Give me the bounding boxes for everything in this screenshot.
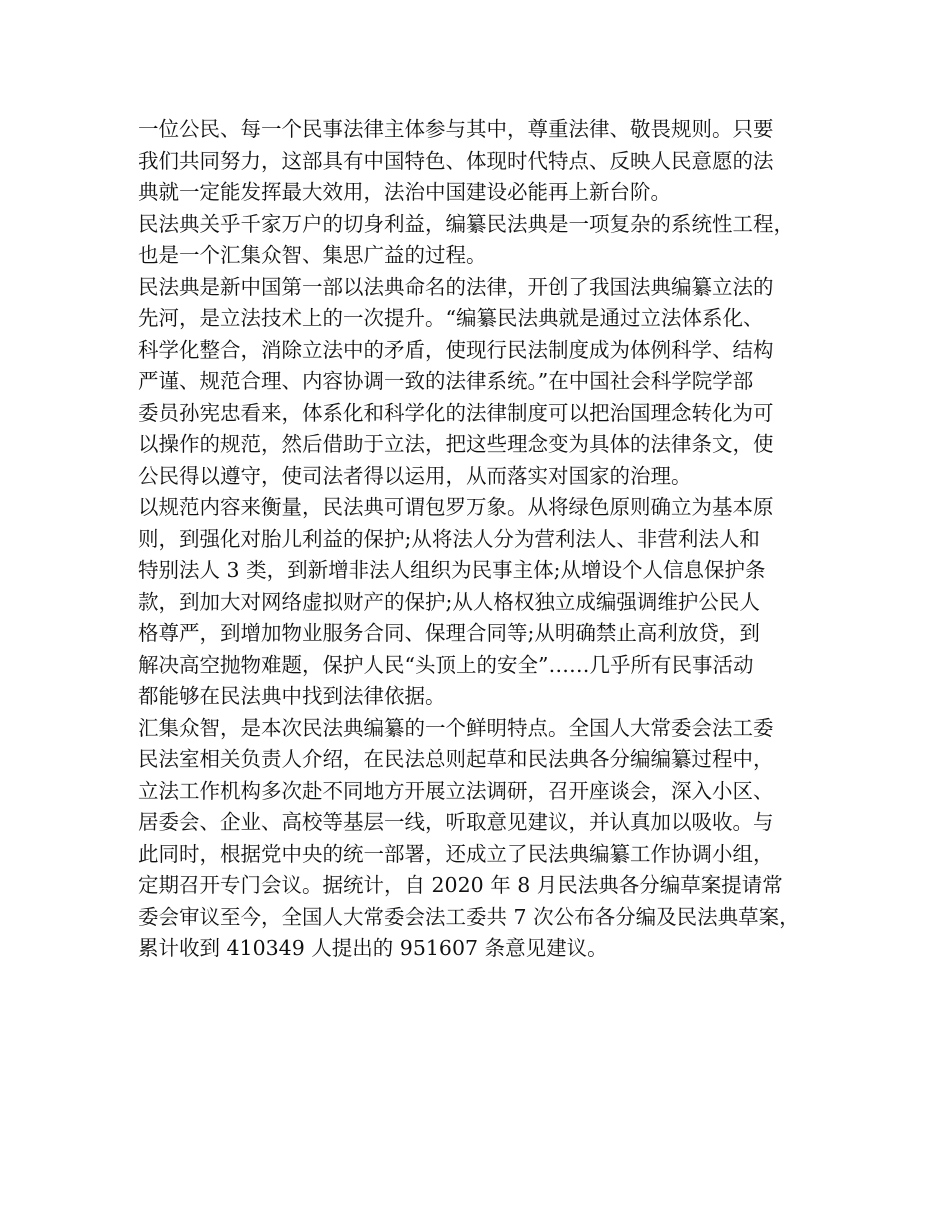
text-line: 民法室相关负责人介绍，在民法总则起草和民法典各分编编纂过程中， [138,747,774,771]
text-line: 委会审议至今，全国人大常委会法工委共 7 次公布各分编及民法典草案， [138,904,800,929]
text-line: 先河，是立法技术上的一次提升。“编纂民法典就是通过立法体系化、 [138,306,764,330]
paragraph-first-code [138,272,828,493]
text-line: 以操作的规范，然后借助于立法，把这些理念变为具体的法律条文，使 [138,432,774,456]
text-line: 都能够在民法典中找到法律依据。 [138,684,446,708]
text-line: 汇集众智，是本次民法典编纂的一个鲜明特点。全国人大常委会法工委 [138,715,774,740]
text-line: 格尊严，到增加物业服务合同、保理合同等;从明确禁止高利放贷，到 [138,621,760,645]
text-line: 立法工作机构多次赴不同地方开展立法调研，召开座谈会，深入小区、 [138,778,774,803]
text-line: 款，到加大对网络虚拟财产的保护;从人格权独立成编强调维护公民人 [138,589,760,614]
paragraph-content-scope [138,492,828,713]
document-body [138,114,828,965]
paragraph-public-participation [138,114,828,209]
text-line: 定期召开专门会议。据统计，自 2020 年 8 月民法典各分编草案提请常 [138,873,783,897]
text-line: 公民得以遵守，使司法者得以运用，从而落实对国家的治理。 [138,463,692,488]
text-line: 累计收到 410349 人提出的 951607 条意见建议。 [138,936,608,960]
text-line: 此同时，根据党中央的统一部署，还成立了民法典编纂工作协调小组， [138,841,774,866]
text-line: 则，到强化对胎儿利益的保护;从将法人分为营利法人、非营利法人和 [138,526,760,551]
text-line: 民法典是新中国第一部以法典命名的法律，开创了我国法典编纂立法的 [138,274,774,299]
text-line: 解决高空抛物难题，保护人民“头顶上的安全”……几乎所有民事活动 [138,652,754,677]
text-line: 科学化整合，消除立法中的矛盾，使现行民法制度成为体例科学、结构 [138,337,774,362]
text-line: 居委会、企业、高校等基层一线，听取意见建议，并认真加以吸收。与 [138,810,774,834]
text-line: 我们共同努力，这部具有中国特色、体现时代特点、反映人民意愿的法 [138,148,774,173]
text-line: 一位公民、每一个民事法律主体参与其中，尊重法律、敬畏规则。只要 [138,117,774,141]
paragraph-collective-wisdom [138,713,828,965]
text-line: 委员孙宪忠看来，体系化和科学化的法律制度可以把治国理念转化为可 [138,400,774,425]
text-line: 民法典关乎千家万户的切身利益，编纂民法典是一项复杂的系统性工程， [138,211,794,236]
text-line: 也是一个汇集众智、集思广益的过程。 [138,243,487,267]
text-line: 典就一定能发挥最大效用，法治中国建设必能再上新台阶。 [138,180,671,204]
text-line: 以规范内容来衡量，民法典可谓包罗万象。从将绿色原则确立为基本原 [138,495,774,519]
text-line: 特别法人 3 类，到新增非法人组织为民事主体;从增设个人信息保护条 [138,558,766,582]
paragraph-interests [138,209,828,272]
text-line: 严谨、规范合理、内容协调一致的法律系统。”在中国社会科学院学部 [138,369,754,393]
